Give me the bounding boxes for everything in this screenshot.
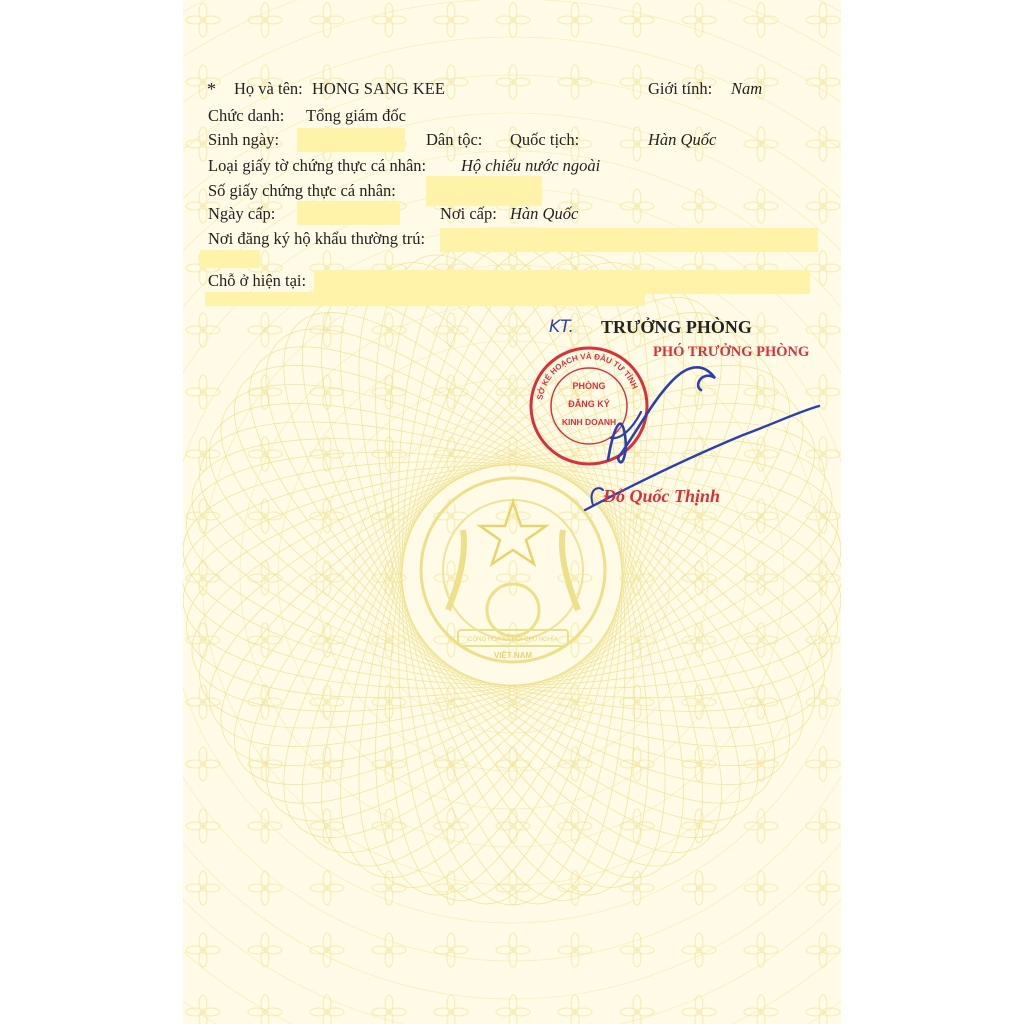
current-address-label: Chỗ ở hiện tại: [208, 271, 307, 290]
stamp-line-1: PHÒNG [572, 381, 606, 391]
ethnicity-label: Dân tộc: [426, 130, 483, 149]
id-number-redaction [426, 176, 542, 206]
kt-annotation: KT. [549, 317, 574, 337]
title-label: Chức danh: [208, 106, 285, 125]
dob-redaction [297, 128, 405, 152]
bullet-marker: * [207, 79, 216, 99]
issue-place-label: Nơi cấp: [440, 204, 497, 223]
registered-address-redaction-2 [200, 250, 260, 268]
name-value: HONG SANG KEE [312, 79, 445, 98]
signer-name: Đỗ Quốc Thịnh [603, 486, 721, 506]
head-title: TRƯỞNG PHÒNG [601, 317, 752, 337]
issue-date-redaction [297, 201, 400, 225]
dob-label: Sinh ngày: [208, 130, 280, 149]
issue-place-value: Hàn Quốc [510, 204, 579, 223]
stamp-ring-text: SỞ KẾ HOẠCH VÀ ĐẦU TƯ TỈNH [535, 351, 640, 401]
document-page [183, 0, 841, 1024]
stamp-line-2: ĐĂNG KÝ [568, 399, 610, 409]
id-type-label: Loại giấy tờ chứng thực cá nhân: [208, 156, 427, 175]
gender-value: Nam [731, 79, 763, 98]
deputy-title: PHÓ TRƯỞNG PHÒNG [653, 344, 810, 360]
name-label: Họ và tên: [234, 79, 303, 98]
current-address-redaction [314, 270, 810, 294]
registered-address-label: Nơi đăng ký hộ khẩu thường trú: [208, 229, 426, 248]
id-type-value: Hộ chiếu nước ngoài [461, 156, 601, 175]
registered-address-redaction [440, 228, 818, 252]
gender-label: Giới tính: [648, 79, 713, 98]
title-value: Tổng giám đốc [306, 106, 406, 125]
stamp-line-3: KINH DOANH [561, 417, 617, 427]
issue-date-label: Ngày cấp: [208, 204, 276, 223]
id-number-label: Số giấy chứng thực cá nhân: [208, 181, 396, 200]
nationality-label: Quốc tịch: [510, 130, 580, 149]
emblem-ribbon-text: CỘNG HÒA XÃ HỘI CHỦ NGHĨA [468, 637, 558, 643]
current-address-redaction-2 [205, 292, 645, 306]
nationality-value: Hàn Quốc [648, 130, 717, 149]
emblem-country-text: VIỆT NAM [493, 651, 533, 660]
